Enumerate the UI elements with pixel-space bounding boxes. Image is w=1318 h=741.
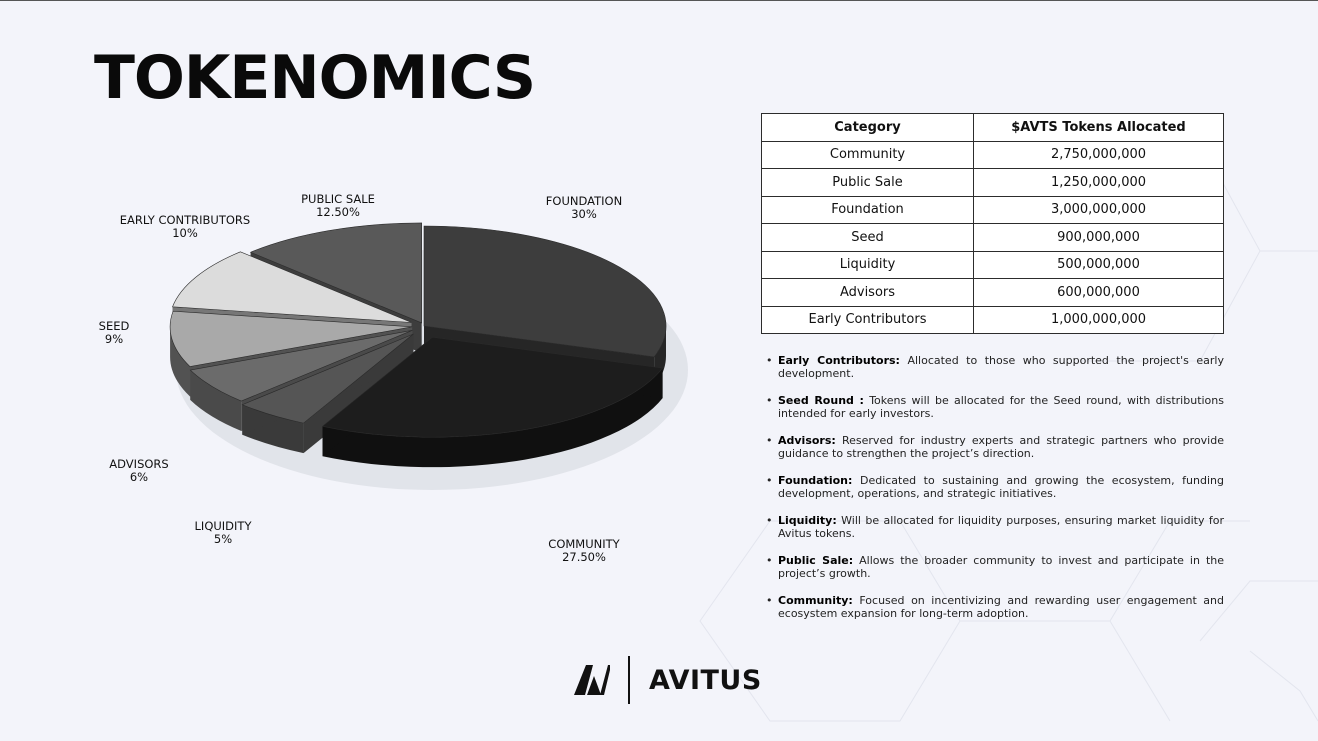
table-cell-tokens: 3,000,000,000 — [974, 196, 1224, 224]
table-cell-category: Early Contributors — [762, 306, 974, 334]
pie-label-percent: 6% — [129, 470, 149, 484]
pie-label-percent: 5% — [213, 532, 233, 546]
table-row — [762, 251, 1224, 279]
note-foundation — [762, 475, 1224, 500]
table-cell-tokens: 600,000,000 — [974, 279, 1224, 307]
note-text: Focused on incentivizing and rewarding user engagement and ecosystem expansion for long-term adoption. — [778, 594, 1224, 620]
pie-label-advisors — [109, 458, 168, 484]
table-row — [762, 279, 1224, 307]
table-header-row — [762, 114, 1224, 142]
note-text: Will be allocated for liquidity purposes, ensuring market liquidity for Avitus tokens. — [778, 514, 1224, 540]
table-cell-tokens: 1,250,000,000 — [974, 169, 1224, 197]
pie-label-name: COMMUNITY — [548, 537, 620, 551]
table-row — [762, 306, 1224, 334]
table-cell-category: Advisors — [762, 279, 974, 307]
note-term: Seed Round : — [778, 394, 864, 407]
pie-label-foundation — [546, 195, 622, 221]
note-text: Allows the broader community to invest and participate in the project’s growth. — [778, 554, 1224, 580]
table-cell-category: Liquidity — [762, 251, 974, 279]
note-seed-round — [762, 395, 1224, 420]
note-liquidity — [762, 515, 1224, 540]
note-term: Early Contributors: — [778, 354, 900, 367]
table-cell-category: Community — [762, 141, 974, 169]
pie-label-percent: 12.50% — [316, 205, 360, 219]
table-cell-tokens: 500,000,000 — [974, 251, 1224, 279]
pie-label-early-contributors — [120, 214, 250, 240]
table-cell-tokens: 2,750,000,000 — [974, 141, 1224, 169]
logo-divider — [628, 656, 630, 704]
table-row — [762, 169, 1224, 197]
table-cell-tokens: 1,000,000,000 — [974, 306, 1224, 334]
pie-label-percent: 9% — [104, 332, 124, 346]
pie-label-seed — [99, 320, 130, 346]
table-row — [762, 196, 1224, 224]
pie-label-public-sale — [301, 193, 375, 219]
note-early-contributors — [762, 355, 1224, 380]
pie-label-name: PUBLIC SALE — [301, 192, 375, 206]
note-advisors — [762, 435, 1224, 460]
note-text: Dedicated to sustaining and growing the ecosystem, funding development, operations, and strategic initiatives. — [778, 474, 1224, 500]
brand-name: AVITUS — [649, 665, 762, 696]
table-cell-tokens: 900,000,000 — [974, 224, 1224, 252]
pie-label-liquidity — [195, 520, 252, 546]
note-term: Community: — [778, 594, 853, 607]
pie-label-name: FOUNDATION — [545, 194, 623, 208]
avitus-logo-icon — [572, 664, 610, 696]
table-cell-category: Foundation — [762, 196, 974, 224]
pie-label-name: SEED — [98, 319, 130, 333]
note-text: Tokens will be allocated for the Seed round, with distributions intended for early investors. — [778, 394, 1224, 420]
table-header-tokens: $AVTS Tokens Allocated — [974, 114, 1224, 142]
page-title: TOKENOMICS — [94, 43, 536, 113]
tokenomics-pie-chart — [0, 1, 760, 741]
pie-label-community — [548, 538, 619, 564]
note-term: Advisors: — [778, 434, 836, 447]
table-row — [762, 224, 1224, 252]
pie-label-name: ADVISORS — [109, 457, 169, 471]
note-term: Liquidity: — [778, 514, 837, 527]
table-cell-category: Seed — [762, 224, 974, 252]
pie-label-name: LIQUIDITY — [194, 519, 252, 533]
allocation-table — [761, 113, 1224, 334]
note-text: Reserved for industry experts and strategic partners who provide guidance to strengthen the project’s direction. — [778, 434, 1224, 460]
table-header-category: Category — [762, 114, 974, 142]
note-term: Foundation: — [778, 474, 853, 487]
note-term: Public Sale: — [778, 554, 854, 567]
pie-label-name: EARLY CONTRIBUTORS — [119, 213, 251, 227]
pie-label-percent: 10% — [172, 226, 198, 240]
note-public-sale — [762, 555, 1224, 580]
pie-label-percent: 27.50% — [562, 550, 606, 564]
table-cell-category: Public Sale — [762, 169, 974, 197]
allocation-notes — [762, 355, 1224, 635]
note-text: Allocated to those who supported the project's early development. — [778, 354, 1224, 380]
note-community — [762, 595, 1224, 620]
brand-logo — [572, 656, 762, 706]
pie-label-percent: 30% — [571, 207, 597, 221]
table-row — [762, 141, 1224, 169]
